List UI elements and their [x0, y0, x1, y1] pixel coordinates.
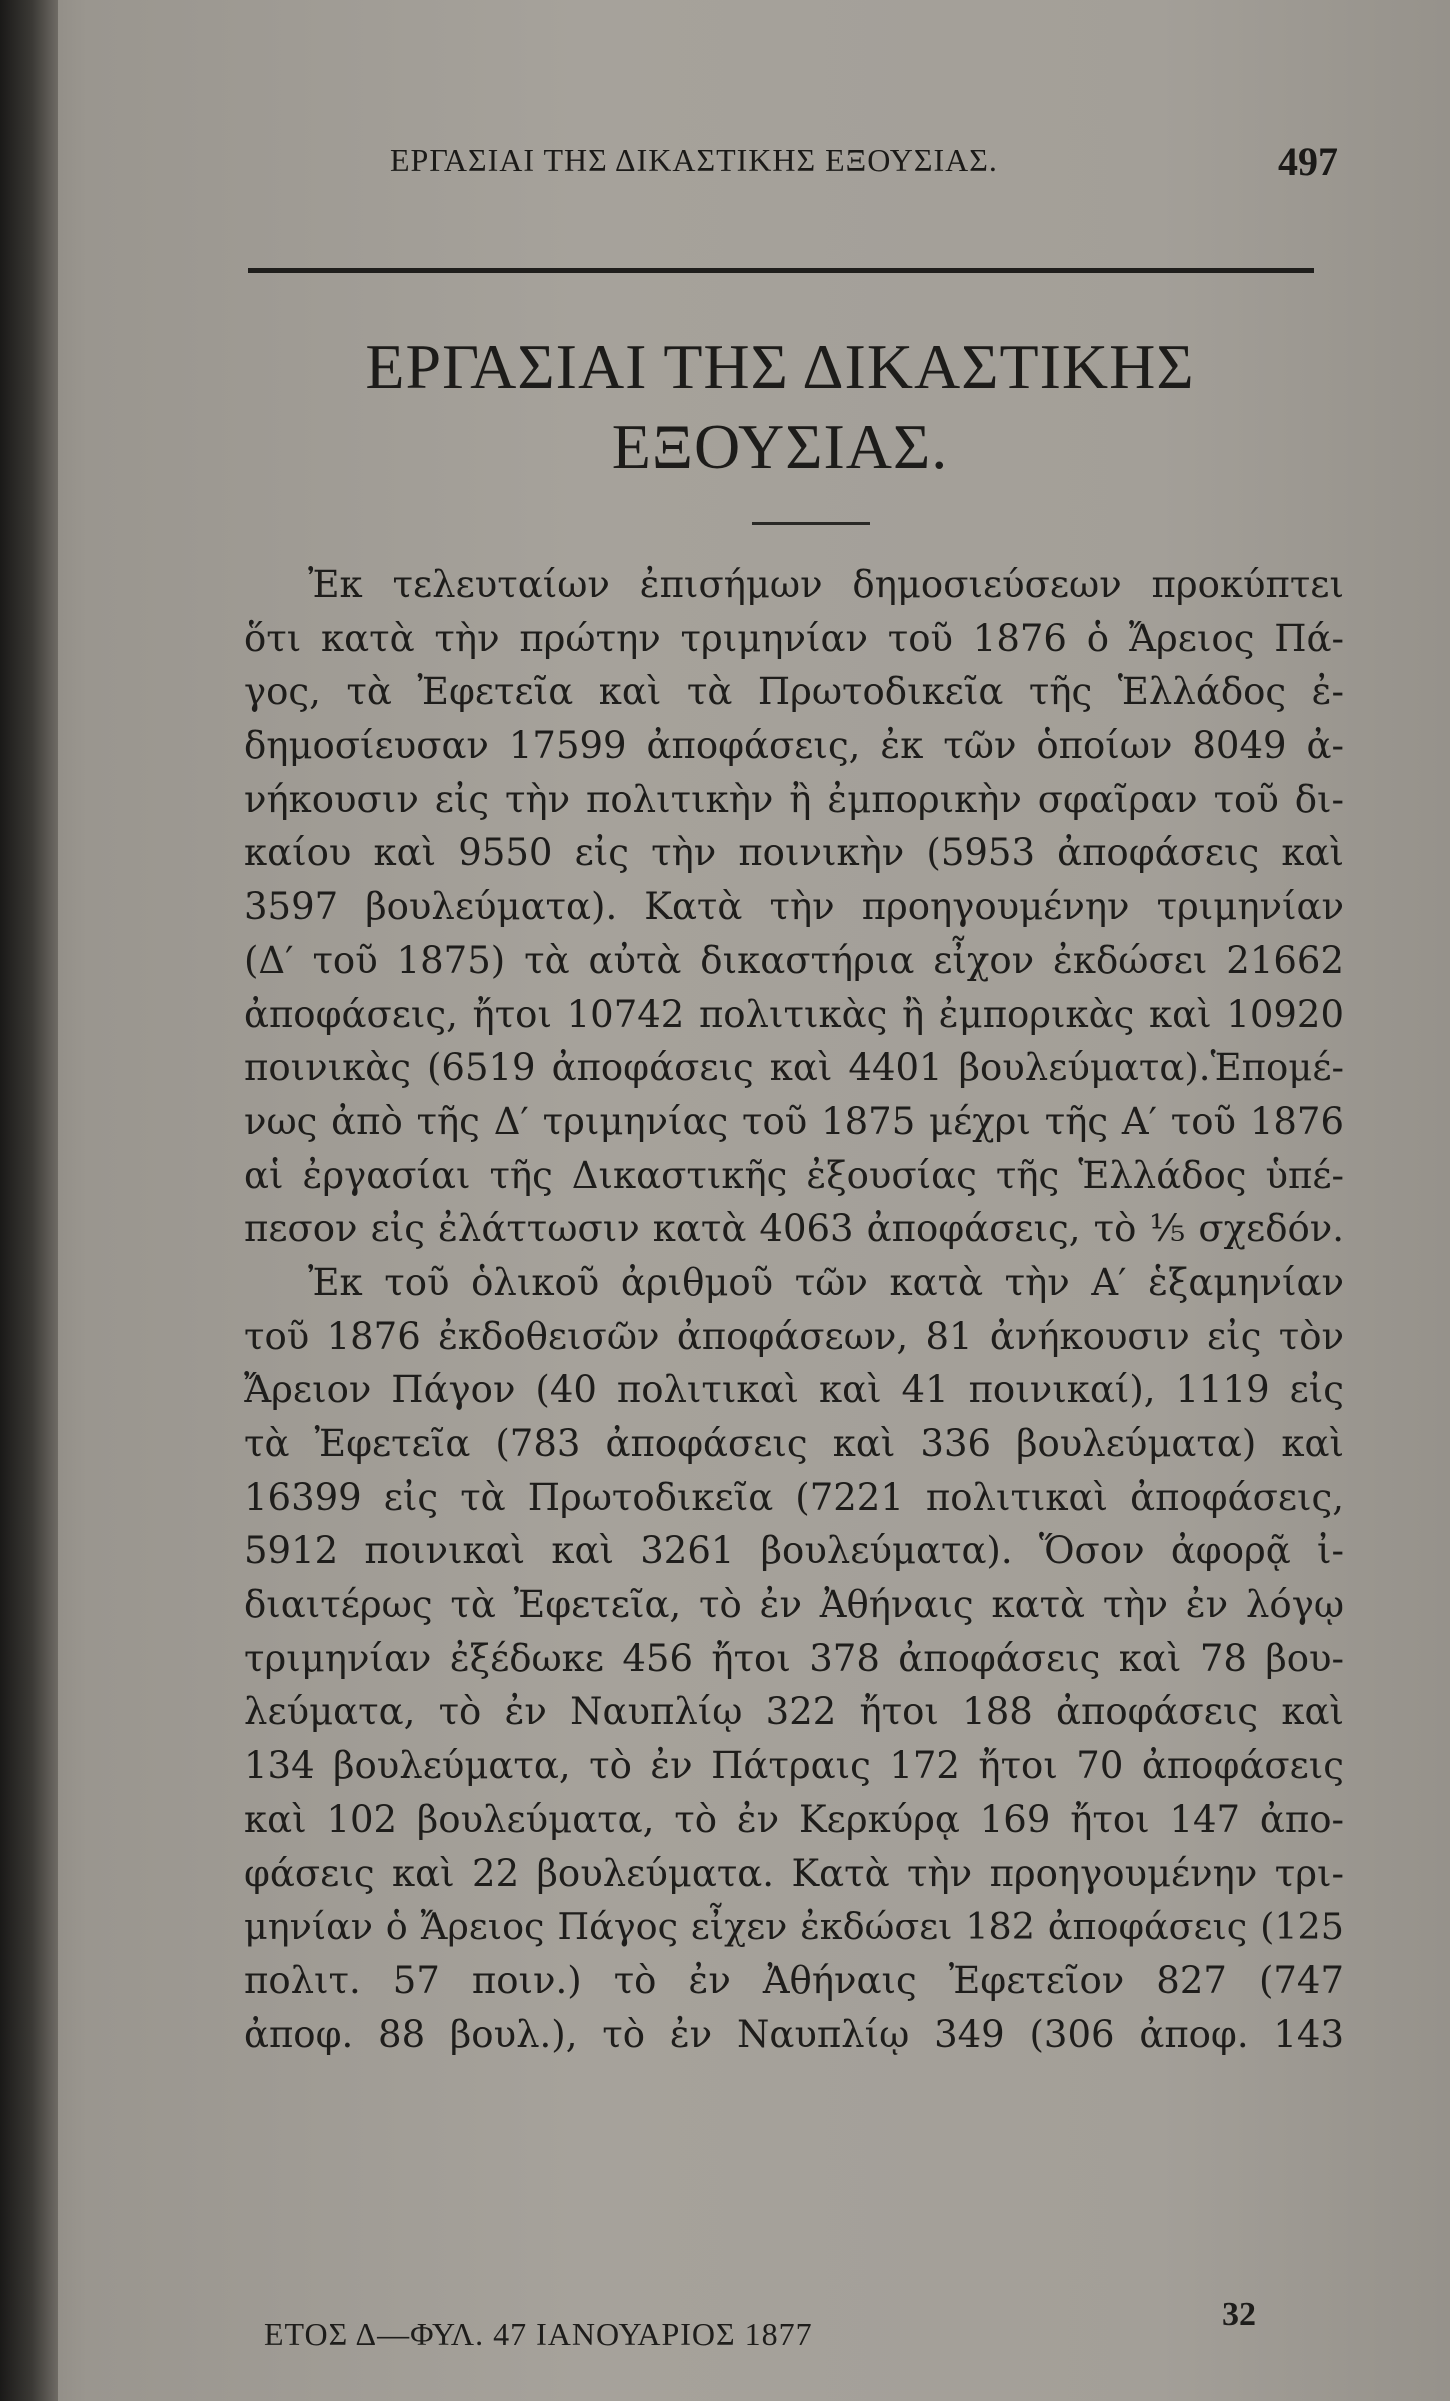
- running-title: ΕΡΓΑΣΙΑΙ ΤΗΣ ΔΙΚΑΣΤΙΚΗΣ ΕΞΟΥΣΙΑΣ.: [390, 142, 998, 178]
- body-line: (Δ′ τοῦ 1875) τὰ αὐτὰ δικαστήρια εἶχον ἐκδώσει 21662: [244, 938, 1344, 982]
- body-line: καὶ 102 βουλεύματα, τὸ ἐν Κερκύρᾳ 169 ἤτοι 147 ἀπο-: [244, 1797, 1344, 1841]
- body-line: ὅτι κατὰ τὴν πρώτην τριμηνίαν τοῦ 1876 ὁ Ἄρειος Πά-: [244, 616, 1344, 660]
- body-line: ἀποφάσεις, ἤτοι 10742 πολιτικὰς ἢ ἐμπορικὰς καὶ 10920: [244, 992, 1344, 1036]
- page-number: 497: [1278, 139, 1338, 184]
- body-line: νήκουσιν εἰς τὴν πολιτικὴν ἢ ἐμπορικὴν σφαῖραν τοῦ δι-: [244, 777, 1344, 821]
- body-line: 16399 εἰς τὰ Πρωτοδικεῖα (7221 πολιτικαὶ ἀποφάσεις,: [244, 1475, 1344, 1519]
- body-line: αἱ ἐργασίαι τῆς Δικαστικῆς ἐξουσίας τῆς Ἑλλάδος ὑπέ-: [244, 1153, 1344, 1197]
- sheet-number: 32: [1222, 2296, 1256, 2333]
- body-line: μηνίαν ὁ Ἄρειος Πάγος εἶχεν ἐκδώσει 182 ἀποφάσεις (125: [244, 1905, 1344, 1949]
- body-line: λεύματα, τὸ ἐν Ναυπλίῳ 322 ἤτοι 188 ἀποφάσεις καὶ: [244, 1690, 1344, 1734]
- body-line: Ἄρειον Πάγον (40 πολιτικαὶ καὶ 41 ποινικαί), 1119 εἰς: [244, 1368, 1344, 1412]
- body-line: πεσον εἰς ἐλάττωσιν κατὰ 4063 ἀποφάσεις, τὸ ⅕ σχεδόν.: [244, 1207, 1344, 1251]
- body-line: 5912 ποινικαὶ καὶ 3261 βουλεύματα). Ὅσον ἀφορᾷ ἰ-: [244, 1529, 1344, 1573]
- article-title-line-2: ΕΞΟΥΣΙΑΣ.: [611, 411, 949, 482]
- body-line: γος, τὰ Ἐφετεῖα καὶ τὰ Πρωτοδικεῖα τῆς Ἑλλάδος ἐ-: [244, 670, 1344, 714]
- body-line: τοῦ 1876 ἐκδοθεισῶν ἀποφάσεων, 81 ἀνήκουσιν εἰς τὸν: [244, 1314, 1344, 1358]
- article-body: [244, 558, 1344, 2061]
- article-title-line-1: ΕΡΓΑΣΙΑΙ ΤΗΣ ΔΙΚΑΣΤΙΚΗΣ: [365, 331, 1195, 402]
- running-head: [390, 139, 1350, 192]
- title-divider: [752, 522, 870, 525]
- body-line: τριμηνίαν ἐξέδωκε 456 ἤτοι 378 ἀποφάσεις καὶ 78 βου-: [244, 1636, 1344, 1680]
- body-line: 3597 βουλεύματα). Κατὰ τὴν προηγουμένην τριμηνίαν: [244, 885, 1344, 929]
- body-line: ἀποφ. 88 βουλ.), τὸ ἐν Ναυπλίῳ 349 (306 ἀποφ. 143: [244, 2012, 1344, 2056]
- body-line: διαιτέρως τὰ Ἐφετεῖα, τὸ ἐν Ἀθήναις κατὰ τὴν ἐν λόγῳ: [244, 1583, 1344, 1627]
- page-footer: [264, 2296, 1324, 2364]
- body-line: δημοσίευσαν 17599 ἀποφάσεις, ἐκ τῶν ὁποίων 8049 ἀ-: [244, 724, 1344, 768]
- header-rule: [248, 268, 1314, 273]
- body-line: καίου καὶ 9550 εἰς τὴν ποινικὴν (5953 ἀποφάσεις καὶ: [244, 831, 1344, 875]
- footer-signature: ΕΤΟΣ Δ—ΦΥΛ. 47 ΙΑΝΟΥΑΡΙΟΣ 1877: [264, 2316, 813, 2352]
- body-line: Ἐκ τελευταίων ἐπισήμων δημοσιεύσεων προκύπτει: [308, 563, 1344, 606]
- body-line: ποινικὰς (6519 ἀποφάσεις καὶ 4401 βουλεύματα).Ἑπομέ-: [244, 1046, 1344, 1090]
- body-line: 134 βουλεύματα, τὸ ἐν Πάτραις 172 ἤτοι 70 ἀποφάσεις: [244, 1744, 1344, 1788]
- body-line: τὰ Ἐφετεῖα (783 ἀποφάσεις καὶ 336 βουλεύματα) καὶ: [244, 1422, 1344, 1465]
- body-line: Ἐκ τοῦ ὁλικοῦ ἀριθμοῦ τῶν κατὰ τὴν Α′ ἑξαμηνίαν: [308, 1260, 1344, 1304]
- body-line: φάσεις καὶ 22 βουλεύματα. Κατὰ τὴν προηγουμένην τρι-: [244, 1851, 1344, 1895]
- body-line: πολιτ. 57 ποιν.) τὸ ἐν Ἀθήναις Ἐφετεῖον 827 (747: [244, 1958, 1344, 2002]
- body-line: νως ἀπὸ τῆς Δ′ τριμηνίας τοῦ 1875 μέχρι τῆς Α′ τοῦ 1876: [244, 1099, 1344, 1143]
- book-gutter-shadow: [0, 0, 58, 2401]
